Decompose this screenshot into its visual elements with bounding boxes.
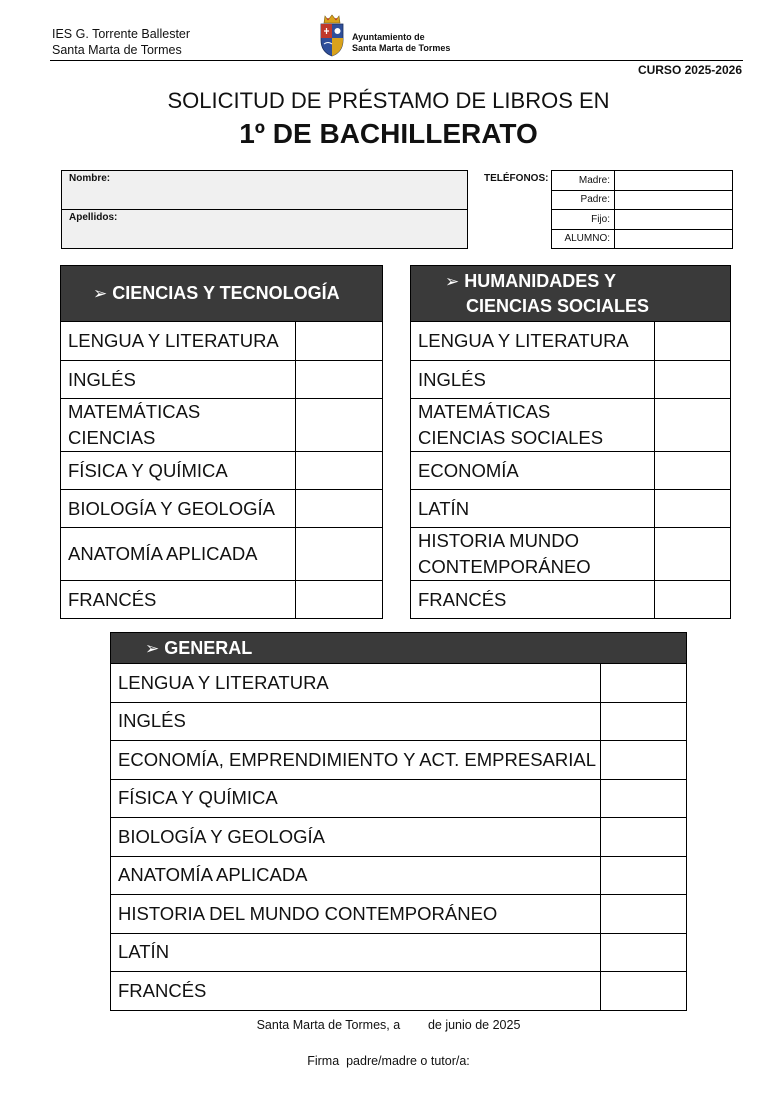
subject-label [61,399,296,452]
phone-field[interactable] [615,210,733,230]
table-row [111,664,687,703]
subject-checkbox[interactable] [654,528,730,581]
telefonos-label: TELÉFONOS: [484,173,549,184]
subject-checkbox[interactable] [601,741,687,780]
subject-label-line-2: CIENCIAS SOCIALES [418,427,604,448]
ciencias-table [60,265,383,619]
school-name [52,26,190,58]
subject-checkbox[interactable] [296,361,383,399]
phone-label: Padre: [552,190,615,210]
subject-checkbox[interactable] [296,399,383,452]
subject-checkbox[interactable] [601,972,687,1011]
subject-label: ECONOMÍA [411,452,655,490]
nombre-label: Nombre: [69,173,111,184]
table-row [411,361,731,399]
phones-table [551,170,733,249]
subject-label: FÍSICA Y QUÍMICA [111,779,601,818]
subject-label: FÍSICA Y QUÍMICA [61,452,296,490]
student-info-box [61,170,468,249]
subject-label: BIOLOGÍA Y GEOLOGÍA [61,490,296,528]
ciencias-header [61,266,383,322]
table-row [111,702,687,741]
subject-label-line-1: MATEMÁTICAS [418,401,551,422]
phone-field[interactable] [615,171,733,191]
table-row [111,741,687,780]
table-row [111,818,687,857]
table-row [411,490,731,528]
subject-label: ECONOMÍA, EMPRENDIMIENTO Y ACT. EMPRESARIAL [111,741,601,780]
subject-checkbox[interactable] [601,779,687,818]
subject-checkbox[interactable] [654,322,730,361]
subject-checkbox[interactable] [654,490,730,528]
table-row [411,322,731,361]
table-row [411,528,731,581]
subject-label-line-2: CIENCIAS [68,427,156,448]
humanidades-title-row [445,269,730,294]
table-row [411,581,731,619]
table-row [111,972,687,1011]
table-row [61,361,383,399]
subject-label: LENGUA Y LITERATURA [411,322,655,361]
subject-checkbox[interactable] [654,399,730,452]
subject-checkbox[interactable] [296,490,383,528]
course-year: CURSO 2025-2026 [637,63,742,77]
general-table [110,632,687,1011]
humanidades-table [410,265,731,619]
subject-checkbox[interactable] [296,322,383,361]
subject-label: FRANCÉS [111,972,601,1011]
phone-label: Madre: [552,171,615,191]
arrow-icon: ➢ [445,272,460,291]
header-divider [50,60,743,61]
subject-checkbox[interactable] [654,361,730,399]
subject-label: BIOLOGÍA Y GEOLOGÍA [111,818,601,857]
subject-label-line-1: HISTORIA MUNDO [418,530,580,551]
humanidades-title-line-2: CIENCIAS SOCIALES [466,296,650,316]
phone-label: Fijo: [552,210,615,230]
subject-label-line-1: MATEMÁTICAS [68,401,201,422]
ayuntamiento-line-1: Ayuntamiento de [352,32,425,42]
subject-label: INGLÉS [61,361,296,399]
table-row [61,528,383,581]
general-header [111,633,687,664]
table-row [411,399,731,452]
table-row [61,322,383,361]
table-row [61,452,383,490]
humanidades-header [411,266,731,322]
coat-of-arms-icon [316,14,348,58]
subject-label-line-2: CONTEMPORÁNEO [418,556,591,577]
table-row [111,895,687,934]
general-title: GENERAL [164,637,253,658]
phone-row-alumno [552,229,733,249]
school-line-1: IES G. Torrente Ballester [52,27,191,41]
phone-label: ALUMNO: [552,229,615,249]
table-row [61,581,383,619]
table-row [61,490,383,528]
subject-label [411,399,655,452]
subject-checkbox[interactable] [654,581,730,619]
subject-label: LENGUA Y LITERATURA [111,664,601,703]
table-row [111,856,687,895]
table-row [111,933,687,972]
phone-row-madre [552,171,733,191]
phone-row-padre [552,190,733,210]
table-row [411,452,731,490]
subject-label: LENGUA Y LITERATURA [61,322,296,361]
table-row [111,779,687,818]
phone-field[interactable] [615,190,733,210]
subject-checkbox[interactable] [601,933,687,972]
form-title: SOLICITUD DE PRÉSTAMO DE LIBROS EN [167,88,610,113]
subject-label: HISTORIA DEL MUNDO CONTEMPORÁNEO [111,895,601,934]
subject-checkbox[interactable] [601,664,687,703]
phone-row-fijo [552,210,733,230]
date-line: Santa Marta de Tormes, a de junio de 2025 [256,1018,521,1032]
ciencias-title: CIENCIAS Y TECNOLOGÍA [112,283,340,303]
form-subtitle: 1º DE BACHILLERATO [239,118,538,149]
subject-label: INGLÉS [111,702,601,741]
ayuntamiento-line-2: Santa Marta de Tormes [352,43,451,53]
apellidos-label: Apellidos: [69,212,118,223]
signature-line: Firma padre/madre o tutor/a: [307,1054,470,1068]
student-info-divider [62,209,467,210]
subject-checkbox[interactable] [296,581,383,619]
subject-checkbox[interactable] [601,702,687,741]
ayuntamiento-label [352,32,450,54]
subject-checkbox[interactable] [601,895,687,934]
subject-label: LATÍN [411,490,655,528]
arrow-icon: ➢ [145,638,160,658]
subject-label: FRANCÉS [61,581,296,619]
phone-field[interactable] [615,229,733,249]
table-row [61,399,383,452]
subject-label: ANATOMÍA APLICADA [61,528,296,581]
subject-label: LATÍN [111,933,601,972]
subject-label [411,528,655,581]
subject-label: ANATOMÍA APLICADA [111,856,601,895]
arrow-icon: ➢ [93,284,108,303]
subject-checkbox[interactable] [296,528,383,581]
school-line-2: Santa Marta de Tormes [52,43,182,57]
subject-checkbox[interactable] [601,818,687,857]
subject-checkbox[interactable] [296,452,383,490]
subject-label: FRANCÉS [411,581,655,619]
subject-label: INGLÉS [411,361,655,399]
subject-checkbox[interactable] [654,452,730,490]
subject-checkbox[interactable] [601,856,687,895]
humanidades-title-line-1: HUMANIDADES Y [464,271,616,291]
